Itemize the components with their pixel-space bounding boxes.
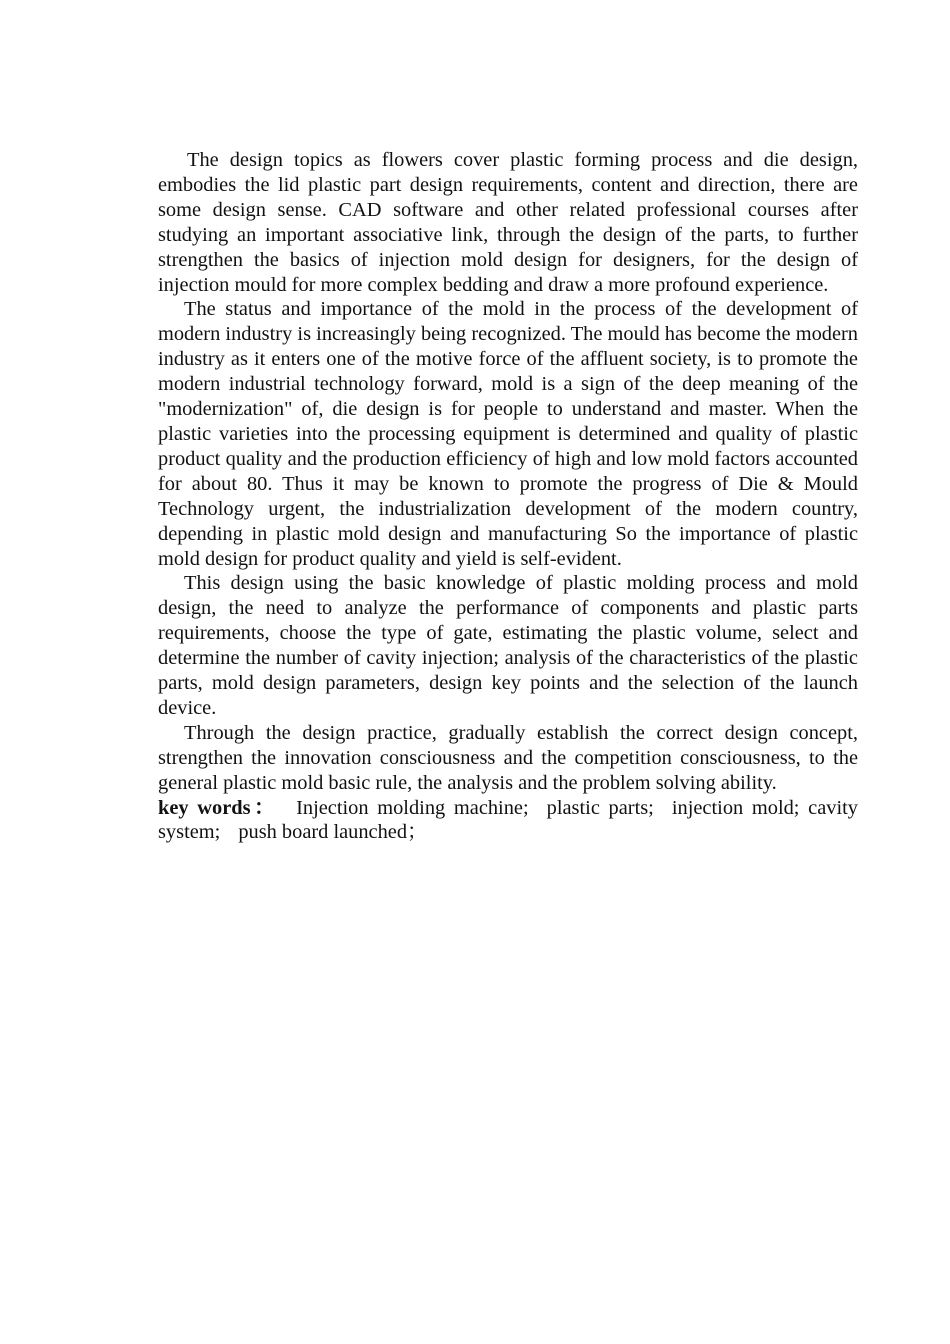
abstract-page [158, 148, 858, 845]
keyword-item: cavity system; [158, 796, 858, 844]
abstract-paragraph-1: The design topics as flowers cover plastic forming process and die design, embodies the lid plastic part design requirements, content and direction, there are some design sense. CAD software and other related professional courses after studying an important associative link, through the design of the parts, to further strengthen the basics of injection mold design for designers, for the design of injection mould for more complex bedding and draw a more profound experience. [158, 149, 858, 296]
abstract-paragraph-4: Through the design practice, gradually establish the correct design concept, strengthen the innovation consciousness and the competition consciousness, to the general plastic mold basic rule, the analysis and the problem solving ability. [158, 721, 858, 794]
keyword-item: plastic parts; [546, 796, 654, 819]
keywords-label: key words： [158, 796, 279, 819]
keyword-item: push board launched； [238, 821, 428, 844]
keyword-item: Injection molding machine; [296, 796, 529, 819]
abstract-paragraph-3: This design using the basic knowledge of plastic molding process and mold design, the need to analyze the performance of components and plastic parts requirements, choose the type of gate, estimating the plastic volume, select and determine the number of cavity injection; analysis of the characteristics of the plastic parts, mold design parameters, design key points and the selection of the launch device. [158, 572, 858, 719]
keyword-item: injection mold; [671, 796, 800, 819]
abstract-paragraph-2: The status and importance of the mold in the process of the development of modern industry is increasingly being recognized. The mould has become the modern industry as it enters one of the motive force of the affluent society, is to promote the modern industrial technology forward, mold is a sign of the deep meaning of the "modernization" of, die design is for people to understand and master. When the plastic varieties into the processing equipment is determined and quality of plastic product quality and the production efficiency of high and low mold factors accounted for about 80. Thus it may be known to promote the progress of Die & Mould Technology urgent, the industrialization development of the modern country, depending in plastic mold design and manufacturing So the importance of plastic mold design for product quality and yield is self-evident. [158, 298, 858, 570]
keywords-line [158, 796, 858, 846]
